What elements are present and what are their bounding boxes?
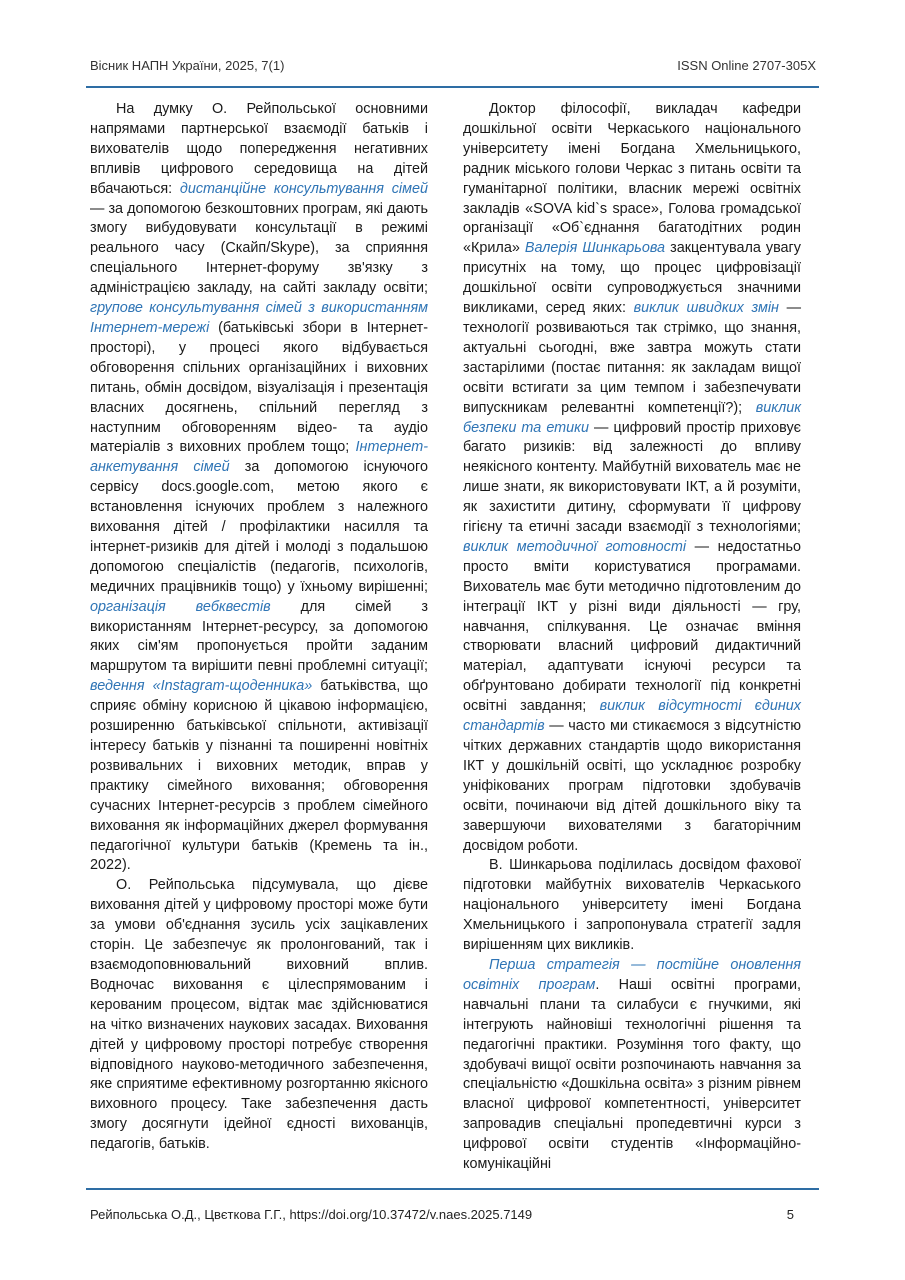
citation: Рейпольська О.Д., Цвєткова Г.Г., https://doi.org/10.37472/v.naes.2025.7149	[90, 1207, 533, 1222]
footer-rule	[86, 1188, 819, 1190]
highlighted-term: виклик відсутності єдиних стандартів	[463, 698, 801, 735]
paragraph: Перша стратегія — постійне оновлення освітніх програм. Наші освітні програми, навчальні плани та силабуси є гнучкими, які інтегрують найновіші технологічні рішення та педагогічні практики. Розуміння того факту, що здобувачі вищої освіти розпочинають навчання за спеціальністю «Дошкільна освіта» з різним рівнем власної цифрової компетентності, університет запровадив спеціальні пропедевтичні курси з цифрової освіти студентів «Інформаційно-комунікаційні	[463, 956, 801, 1173]
highlighted-term: виклик безпеки та етики	[463, 399, 801, 436]
running-header	[90, 58, 816, 80]
issn: ISSN Online 2707-305X	[677, 58, 816, 73]
highlighted-term: Валерія Шинкарьова	[524, 240, 666, 257]
paragraph: О. Рейпольська підсумувала, що дієве виховання дітей у цифровому просторі може бути за умови об'єднання зусиль усіх зацікавлених сторін. Це забезпечує як пролонгований, так і взаємодоповнювальний виховний вплив. Водночас виховання є цілеспрямованим і керованим процесом, відтак має здійснюватися на чітко визначених наукових засадах. Виховання дітей у цифровому просторі потребує створення відповідного науково-методичного забезпечення, яке сприятиме ефективному розгортанню якісного виховного процесу. Таке забезпечення дасть змогу досягнути ідейної єдності вихованців, педагогів, батьків.	[90, 877, 428, 1153]
highlighted-term: дистанційне консультування сімей	[179, 180, 428, 197]
highlighted-term: ведення «Instagram-щоденника»	[90, 678, 313, 695]
highlighted-term: виклик методичної готовності	[463, 538, 687, 555]
paragraph: Доктор філософії, викладач кафедри дошкільної освіти Черкаського національного університету імені Богдана Хмельницького, радник міського голови Черкас з питань освіти та гуманітарної політики, власник мережі освітніх закладів «SOVA kid`s space», Голова громадської організації «Об`єднання багатодітних родин «Крила» Валерія Шинкарьова закцентувала увагу присутніх на тому, що процес цифровізації дошкільної освіти супроводжується значними викликами, серед яких: виклик швидких змін — технології розвиваються так стрімко, що знання, актуальні сьогодні, вже завтра можуть стати застарілими (постає питання: як закладам вищої освіти встигати за цим темпом і забезпечувати випускникам релевантні компетенції?); виклик безпеки та етики — цифровий простір приховує багато ризиків: від залежності до впливу неякісного контенту. Майбутній вихователь має не лише знати, як використовувати ІКТ, а й розуміти, як захистити дитину, сформувати її цифрову гігієну та етичні засади взаємодії з технологіями; виклик методичної готовності — недостатньо просто вміти користуватися програмами. Вихователь має бути методично підготовленим до інтеграції ІКТ у різні види діяльності — гру, навчання, спілкування. Це означає вміння створювати власний цифровий дидактичний матеріал, адаптувати існуючі ресурси та обґрунтовано добирати технології під конкретні освітні завдання; виклик відсутності єдиних стандартів — часто ми стикаємося з відсутністю чітких державних стандартів щодо використання ІКТ у дошкільній освіті, що ускладнює розробку уніфікованих програм підготовки здобувачів освіти, починаючи від дітей дошкільного віку та завершуючи вихователями з багаторічним досвідом роботи.	[463, 101, 802, 854]
left-column	[90, 100, 428, 1155]
page-number: 5	[786, 1207, 794, 1222]
header-rule	[86, 86, 819, 88]
paragraph: В. Шинкарьова поділилась досвідом фахової підготовки майбутніх вихователів Черкаського національного університету імені Богдана Хмельницького і запропонувала стратегії задля вирішенням цих викликів.	[463, 857, 801, 954]
highlighted-term: Інтернет-анкетування сімей	[90, 439, 428, 476]
right-column	[463, 100, 801, 1175]
highlighted-term: групове консультування сімей з використанням Інтернет-мережі	[90, 300, 428, 336]
journal-title: Вісник НАПН України, 2025, 7(1)	[90, 58, 285, 73]
highlighted-term: Перша стратегія — постійне оновлення освітніх програм	[463, 956, 801, 993]
paragraph: На думку О. Рейпольської основними напрямами партнерської взаємодії батьків і вихователів щодо попередження негативних впливів цифрового середовища на дітей вбачаються: дистанційне консультування сімей — за допомогою безкоштовних програм, які дають змогу вибудовувати консультації в режимі реального часу (Скайп/Skype), за сприяння спеціального Інтернет-форуму зв'язку з адміністрацією закладу, на сайті закладу освіти; групове консультування сімей з використанням Інтернет-мережі (батьківські збори в Інтернет-просторі), у процесі якого відбувається обговорення спільних організаційних і виховних питань, обмін досвідом, візуалізація і презентація власних досягнень, спільний перегляд з наступним обговоренням відео- та аудіо матеріалів з виховних проблем тощо; Інтернет-анкетування сімей за допомогою існуючого сервісу docs.google.com, метою якого є встановлення існуючих проблем з належного виховання дітей / профілактики насилля та інтернет-ризиків для дітей і молоді з подальшою допомогою спеціалістів (педагогів, психологів, медичних працівників тощо) у їхньому вирішенні; організація вебквестів для сімей з використанням Інтернет-ресурсу, за допомогою яких сім'ям пропонується пройти заданим маршрутом та вирішити певні проблемні ситуації; ведення «Instagram-щоденника» батьківства, що сприяє обміну корисною й цікавою інформацією, розширенню батьківської спільноти, активізації інтересу батьків у пізнанні та поширенні новітніх розвивальних і виховних методик, вправ у практику сімейного виховання; обговорення сучасних Інтернет-ресурсів з проблем сімейного виховання як інформаційних джерел формування педагогічної культури батьків (Кремень та ін., 2022).	[90, 101, 428, 874]
highlighted-term: виклик швидких змін	[633, 300, 779, 317]
highlighted-term: організація вебквестів	[90, 598, 271, 615]
